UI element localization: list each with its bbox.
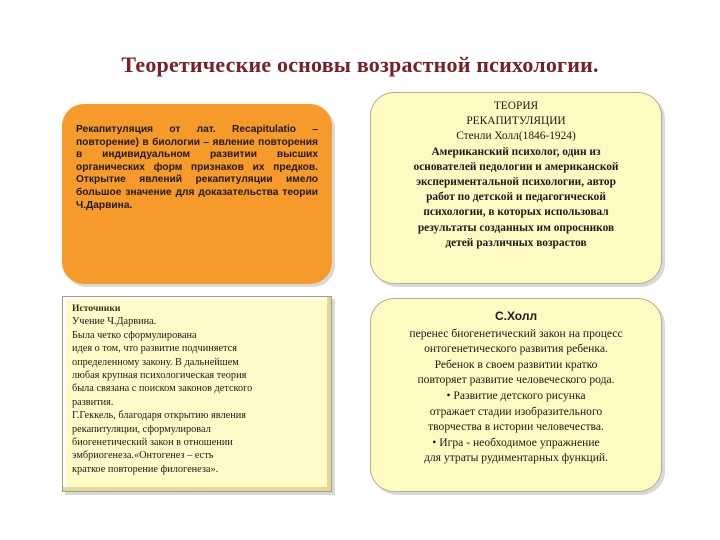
source-line: Была четко сформулирована [72,329,197,341]
hall-line: • Развитие детского рисунка [446,388,586,402]
recapitulation-definition-box [62,104,332,284]
source-line: определенному закону. В дальнейшем [72,356,239,368]
source-line: развития. [72,396,114,408]
theory-line: основателей педологии и американской [413,160,619,173]
hall-line: творчества в истории человечества. [428,420,604,434]
hall-line: перенес биогенетический закон на процесс [409,326,623,340]
source-line: Г.Геккель, благодаря открытию явления [72,410,246,422]
theory-line: РЕКАПИТУЛЯЦИИ [466,115,566,128]
theory-line: детей различных возрастов [445,236,587,249]
theory-line: Стенли Холл(1846-1924) [456,130,576,143]
hall-line: повторяет развитие человеческого рода. [417,373,615,387]
hall-heading: С.Холл [494,309,538,323]
hall-line: Ребенок в своем развитии кратко [434,357,598,371]
hall-line: отражает стадии изобразительного [429,404,603,418]
source-line: Учение Ч.Дарвина. [72,316,157,328]
source-line: биогенетический закон в отношении [72,437,233,449]
recapitulation-theory-box [370,92,662,284]
source-line: рекапитуляции, сформулировал [72,423,211,435]
hall-line: онтогенетического развития ребенка. [424,342,608,356]
theory-line: ТЕОРИЯ [493,100,539,112]
sources-label: Источники [72,303,121,314]
sources-box [62,296,332,492]
recapitulation-definition-text: Рекапитуляция от лат. Recapitulatio – повторение) в биологии – явление повторения в индивидуальном развитии высших органических форм признаков их предков. Открытие явлений рекапитуляции имело большое значение для доказательства теории Ч.Дарвина. [76,124,318,211]
source-line: любая крупная психологическая теория [72,370,247,382]
theory-line: результаты созданных им опросников [417,221,615,234]
theory-line: экспериментальной психологии, автор [416,176,616,189]
source-line: была связана с поиском законов детского [72,383,253,395]
source-line: краткое повторение филогенеза». [72,463,219,475]
source-line: идея о том, что развитие подчиняется [72,343,237,355]
theory-line: Американский психолог, один из [431,145,601,158]
hall-law-box [370,298,662,492]
hall-line: для утраты рудиментарных функций. [423,451,609,465]
slide-title: Теоретические основы возрастной психологии. [121,52,599,77]
theory-line: работ по детской и педагогической [426,191,606,204]
hall-line: • Игра - необходимое упражнение [432,435,600,449]
theory-line: психологии, в которых использовал [423,206,609,219]
source-line: эмбриогенеза.«Онтогенез – есть [72,450,214,462]
